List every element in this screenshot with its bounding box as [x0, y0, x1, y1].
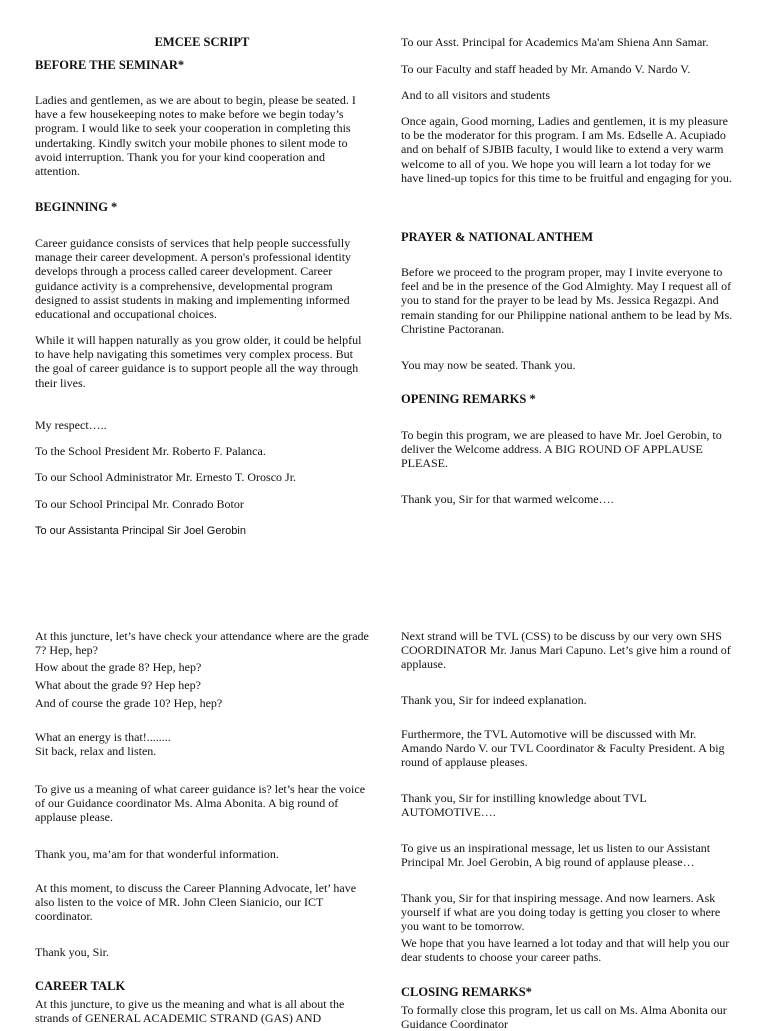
opening-remarks-text: To begin this program, we are pleased to have Mr. Joel Gerobin, to deliver the Welcome address. A BIG ROUND OF APPLAUSE PLEASE.	[401, 428, 722, 471]
attendance-grade-7: At this juncture, let’s have check your attendance where are the grade 7? Hep, hep?	[35, 629, 369, 658]
thanks-sir: Thank you, Sir.	[35, 945, 109, 959]
opening-thanks: Thank you, Sir for that warmed welcome….	[401, 492, 614, 506]
career-talk-heading: CAREER TALK	[35, 979, 126, 993]
guidance-intro: To give us a meaning of what career guidance is? let’s hear the voice of our Guidance coordinator Ms. Alma Abonita. A big round of applause please.	[35, 782, 366, 825]
document-title: EMCEE SCRIPT	[154, 35, 250, 49]
respect-visitors: And to all visitors and students	[401, 88, 550, 102]
career-planning-intro: At this moment, to discuss the Career Planning Advocate, let’ have also listen to the voice of MR. John Cleen Sianicio, our ICT coordinator.	[35, 881, 357, 924]
opening-remarks-heading: OPENING REMARKS *	[401, 392, 536, 406]
closing-remarks-text: To formally close this program, let us call on Ms. Alma Abonita our Guidance Coordinator	[401, 1003, 727, 1031]
thanks-explanation: Thank you, Sir for indeed explanation.	[401, 693, 587, 707]
tvl-automotive-intro: Furthermore, the TVL Automotive will be discussed with Mr. Amando Nardo V. our TVL Coordinator & Faculty President. A big round of applause pleases.	[401, 727, 725, 770]
respect-principal: To our School Principal Mr. Conrado Botor	[35, 497, 244, 511]
respect-administrator: To our School Administrator Mr. Ernesto T. Orosco Jr.	[35, 470, 297, 484]
hope-text: We hope that you have learned a lot today and that will help you our dear students to choose your career paths.	[401, 936, 730, 965]
beginning-paragraph-2: While it will happen naturally as you grow older, it could be helpful to have help navigating this sometimes very complex process. But the goal of career guidance is to support people all the way through their lives.	[35, 333, 362, 390]
respect-line: My respect…..	[35, 418, 107, 432]
tvl-css-intro: Next strand will be TVL (CSS) to be discuss by our very own SHS COORDINATOR Mr. Janus Mari Capuno. Let’s give him a round of applause.	[401, 629, 731, 672]
energy-text: What an energy is that!........ Sit back, relax and listen.	[35, 730, 171, 759]
inspirational-intro: To give us an inspirational message, let us listen to our Assistant Principal Mr. Joel Gerobin, A big round of applause please…	[401, 841, 711, 870]
prayer-text: Before we proceed to the program proper, may I invite everyone to feel and be in the presence of the God Almighty. May I request all of you to stand for the prayer to be lead by Ms. Jessica Regazpi. And remain standing for our Philippine national anthem to be lead by Ms. Christine Pactoranan.	[401, 265, 733, 336]
welcome-text: Once again, Good morning, Ladies and gentlemen, it is my pleasure to be the moderator for this program. I am Ms. Edselle A. Acupiado and on behalf of SJBIB faculty, I would like to extend a very warm welcome to all of you. We hope you will learn a lot today for we have lined-up topics for this time to be fruitful and engaging for you.	[401, 114, 732, 185]
beginning-heading: BEGINNING *	[35, 200, 118, 214]
seated-text: You may now be seated. Thank you.	[401, 358, 576, 372]
guidance-thanks: Thank you, ma’am for that wonderful information.	[35, 847, 279, 861]
prayer-heading: PRAYER & NATIONAL ANTHEM	[401, 230, 594, 244]
attendance-grade-9: What about the grade 9? Hep hep?	[35, 678, 201, 692]
respect-assistant-principal: To our Assistanta Principal Sir Joel Gerobin	[35, 525, 246, 537]
closing-remarks-heading: CLOSING REMARKS*	[401, 985, 532, 999]
before-seminar-heading: BEFORE THE SEMINAR*	[35, 58, 185, 72]
respect-faculty: To our Faculty and staff headed by Mr. Amando V. Nardo V.	[401, 62, 691, 76]
attendance-grade-8: How about the grade 8? Hep, hep?	[35, 660, 202, 674]
respect-president: To the School President Mr. Roberto F. Palanca.	[35, 444, 266, 458]
respect-academics: To our Asst. Principal for Academics Ma'am Shiena Ann Samar.	[401, 35, 709, 49]
thanks-automotive: Thank you, Sir for instilling knowledge about TVL AUTOMOTIVE….	[401, 791, 647, 820]
beginning-paragraph-1: Career guidance consists of services that help people successfully manage their career development. A person's professional identity develops through a process called career development. Career guidance activity is a comprehensive, developmental program designed to assist students in making and implementing informed educational and occupational choices.	[35, 236, 352, 322]
thanks-inspiring: Thank you, Sir for that inspiring message. And now learners. Ask yourself if what are you doing today is getting you closer to where you want to be tomorrow.	[401, 891, 721, 934]
attendance-grade-10: And of course the grade 10? Hep, hep?	[35, 696, 223, 710]
career-talk-text: At this juncture, to give us the meaning and what is all about the strands of GENERAL ACADEMIC STRAND (GAS) AND	[35, 997, 345, 1026]
before-seminar-text: Ladies and gentlemen, as we are about to begin, please be seated. I have a few housekeeping notes to make before we begin today’s program. I would like to seek your cooperation in completing this undertaking. Kindly switch your mobile phones to silent mode to avoid interruption. Thank you for your kind cooperation and attention.	[35, 93, 356, 179]
